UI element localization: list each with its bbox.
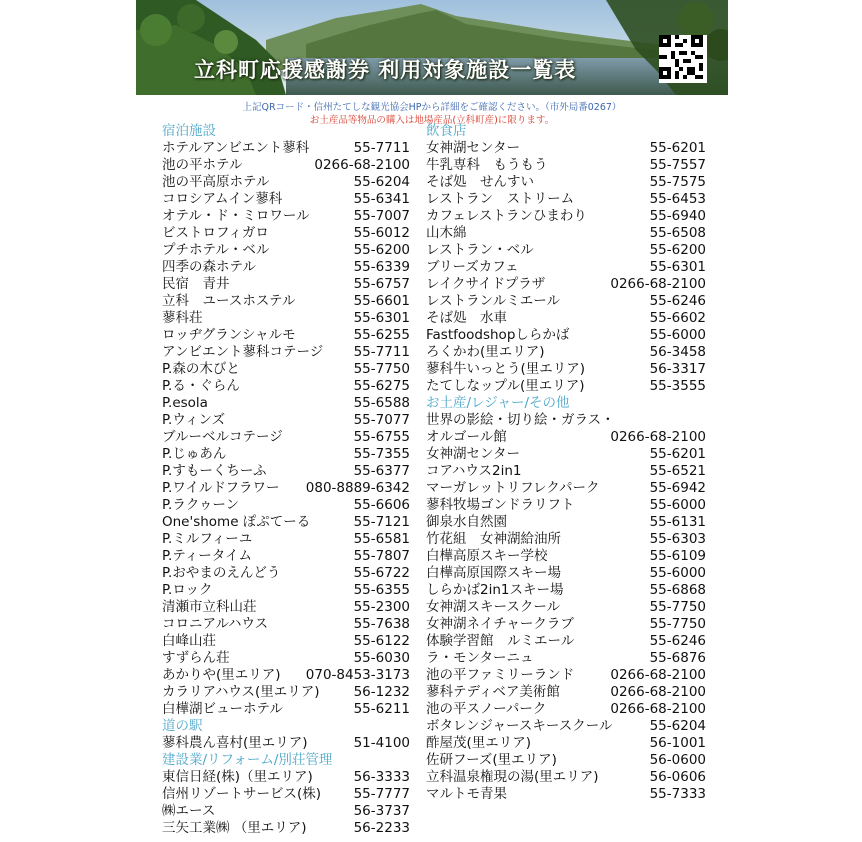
facility-phone: 55-7007: [353, 208, 410, 224]
facility-phone: 55-6000: [649, 497, 706, 513]
facility-row: [162, 667, 412, 684]
facility-row: [426, 276, 706, 293]
facility-phone: 0266-68-2100: [610, 684, 706, 700]
facility-phone: 55-6341: [353, 191, 410, 207]
facility-name: 蓼科牛いっとう(里エリア): [426, 361, 586, 377]
facility-row: [426, 735, 706, 752]
facility-name: ラ・モンターニュ: [426, 650, 534, 666]
facility-row: [426, 225, 706, 242]
facility-name: 立科 ユースホステル: [162, 293, 296, 309]
facility-phone: 55-6012: [353, 225, 410, 241]
facility-name: マーガレットリフレクパーク: [426, 480, 600, 496]
facility-row: [426, 531, 706, 548]
facility-name: 牛乳専科 もうもう: [426, 157, 548, 173]
facility-name: 世界の影絵・切り絵・ガラス・: [426, 412, 615, 428]
facility-phone: 55-6000: [649, 565, 706, 581]
facility-name: アンビエント蓼科コテージ: [162, 344, 324, 360]
facility-row: [162, 684, 412, 701]
facility-phone: 55-6868: [649, 582, 706, 598]
facility-row: [426, 259, 706, 276]
facility-phone: 55-6453: [649, 191, 706, 207]
facility-name: 立科温泉権現の湯(里エリア): [426, 769, 599, 785]
facility-phone: 55-6204: [649, 718, 706, 734]
facility-row: [426, 769, 706, 786]
facility-row: [426, 548, 706, 565]
facility-row: [426, 565, 706, 582]
facility-phone: 55-6122: [353, 633, 410, 649]
facility-name: ホテルアンビエント蓼科: [162, 140, 310, 156]
facility-row: [426, 327, 706, 344]
facility-row: [162, 174, 412, 191]
facility-row: [162, 599, 412, 616]
facility-phone: 0266-68-2100: [314, 157, 410, 173]
facility-name: 池の平スノーパーク: [426, 701, 547, 717]
facility-phone: 56-3458: [649, 344, 706, 360]
facility-phone: 55-6757: [353, 276, 410, 292]
facility-name: 山木綿: [426, 225, 467, 241]
facility-phone: 55-7638: [353, 616, 410, 632]
facility-phone: 55-6200: [353, 242, 410, 258]
facility-phone: 55-6601: [353, 293, 410, 309]
facility-row: [426, 412, 706, 429]
facility-name: P.ミルフィーユ: [162, 531, 253, 547]
facility-name: レストラン ストリーム: [426, 191, 575, 207]
flyer-sheet: [136, 0, 728, 842]
facility-phone: 56-2233: [353, 820, 410, 836]
facility-row: [162, 242, 412, 259]
facility-row: [162, 769, 412, 786]
facility-phone: 0266-68-2100: [610, 276, 706, 292]
facility-phone: 56-1001: [649, 735, 706, 751]
facility-name: すずらん荘: [162, 650, 230, 666]
facility-phone: 56-3317: [649, 361, 706, 377]
facility-phone: 55-7750: [649, 616, 706, 632]
facility-row: [426, 310, 706, 327]
facility-name: P.すもーくちーふ: [162, 463, 267, 479]
facility-phone: 55-6940: [649, 208, 706, 224]
facility-row: [426, 752, 706, 769]
facility-phone: 55-6303: [649, 531, 706, 547]
facility-phone: 55-6246: [649, 293, 706, 309]
facility-name: 東信日経(株)（里エリア): [162, 769, 313, 785]
facility-row: [162, 276, 412, 293]
facility-phone: 55-7711: [353, 344, 410, 360]
facility-row: [426, 650, 706, 667]
facility-name: プチホテル・ベル: [162, 242, 270, 258]
facility-name: レイクサイドプラザ: [426, 276, 546, 292]
facility-name: 四季の森ホテル: [162, 259, 256, 275]
facility-row: [426, 429, 706, 446]
facility-row: [426, 480, 706, 497]
right-column: [426, 123, 706, 803]
facility-name: コロニアルハウス: [162, 616, 269, 632]
facility-name: P.じゅあん: [162, 446, 227, 462]
facility-row: [162, 327, 412, 344]
facility-name: P.ラクゥーン: [162, 497, 240, 513]
facility-phone: 55-7557: [649, 157, 706, 173]
facility-name: マルトモ青果: [426, 786, 507, 802]
facility-phone: 55-6030: [353, 650, 410, 666]
facility-name: 池の平ホテル: [162, 157, 243, 173]
info-note: 上記QRコード・信州たてしな観光協会HPから詳細をご確認ください。（市外局番0267）: [242, 102, 622, 113]
facility-row: [426, 378, 706, 395]
facility-phone: 55-7711: [353, 140, 410, 156]
facility-row: [162, 616, 412, 633]
facility-phone: 070-8453-3173: [305, 667, 410, 683]
right-section-heading: 飲食店: [426, 123, 467, 139]
facility-name: 竹花組 女神湖給油所: [426, 531, 561, 547]
facility-row: [162, 361, 412, 378]
facility-name: 信州リゾートサービス(株): [162, 786, 322, 802]
facility-phone: 55-7777: [353, 786, 410, 802]
facility-name: ロッヂグランシャルモ: [162, 327, 296, 343]
facility-row: [426, 718, 706, 735]
facility-name: カフェレストランひまわり: [426, 208, 587, 224]
facility-row: [162, 157, 412, 174]
facility-name: ㈱エース: [162, 803, 216, 819]
facility-phone: 55-7333: [649, 786, 706, 802]
facility-name: 蓼科牧場ゴンドラリフト: [426, 497, 575, 513]
facility-row: [162, 140, 412, 157]
facility-phone: 55-6000: [649, 327, 706, 343]
facility-name: そば処 せんすい: [426, 174, 534, 190]
facility-phone: 0266-68-2100: [610, 701, 706, 717]
facility-phone: 55-6200: [649, 242, 706, 258]
facility-name: オテル・ド・ミロワール: [162, 208, 310, 224]
facility-phone: 0266-68-2100: [610, 429, 706, 445]
facility-name: Fastfoodshopしらかば: [426, 327, 570, 343]
facility-name: 白樺湖ビューホテル: [162, 701, 283, 717]
facility-phone: 55-6339: [353, 259, 410, 275]
facility-name: レストラン・ベル: [426, 242, 534, 258]
facility-row: [426, 497, 706, 514]
facility-row: [162, 735, 412, 752]
facility-row: [162, 446, 412, 463]
facility-phone: 55-3555: [649, 378, 706, 394]
facility-phone: 56-3333: [353, 769, 410, 785]
facility-name: 三矢工業㈱ （里エリア): [162, 820, 307, 836]
facility-name: レストランルミエール: [426, 293, 560, 309]
facility-row: [162, 412, 412, 429]
warning-note: お土産品等物品の購入は地場産品(立科町産)に限ります。: [309, 115, 555, 126]
facility-phone: 55-6201: [649, 446, 706, 462]
facility-phone: 55-6255: [353, 327, 410, 343]
facility-phone: 55-7121: [353, 514, 410, 530]
facility-row: [162, 701, 412, 718]
facility-row: [426, 701, 706, 718]
facility-phone: 55-6109: [649, 548, 706, 564]
facility-name: P.る・ぐらん: [162, 378, 240, 394]
facility-row: [162, 259, 412, 276]
facility-name: そば処 水車: [426, 310, 507, 326]
facility-phone: 55-7750: [649, 599, 706, 615]
facility-name: One'shome ぽぷてーる: [162, 514, 311, 530]
facility-phone: 55-6201: [649, 140, 706, 156]
facility-row: [162, 344, 412, 361]
facility-name: P.ウィンズ: [162, 412, 226, 428]
facility-name: 体験学習館 ルミエール: [426, 633, 575, 649]
facility-row: [426, 191, 706, 208]
facility-phone: 55-6755: [353, 429, 410, 445]
left-section-heading: 道の駅: [162, 718, 203, 734]
facility-phone: 55-7750: [353, 361, 410, 377]
facility-row: [426, 242, 706, 259]
facility-phone: 55-6606: [353, 497, 410, 513]
facility-row: [426, 157, 706, 174]
facility-phone: 55-6581: [353, 531, 410, 547]
facility-phone: 0266-68-2100: [610, 667, 706, 683]
facility-phone: 55-7807: [353, 548, 410, 564]
facility-name: あかりや(里エリア): [162, 667, 281, 683]
facility-phone: 55-6204: [353, 174, 410, 190]
facility-row: [162, 514, 412, 531]
facility-name: カラリアハウス(里エリア): [162, 684, 320, 700]
facility-phone: 55-6942: [649, 480, 706, 496]
facility-name: 蓼科テディベア美術館: [426, 684, 560, 700]
facility-name: ビストロフィガロ: [162, 225, 269, 241]
facility-row: [162, 786, 412, 803]
left-section-heading: 建設業/リフォーム/別荘管理: [162, 752, 333, 768]
facility-phone: 56-1232: [353, 684, 410, 700]
facility-row: [426, 140, 706, 157]
facility-name: 酢屋茂(里エリア): [426, 735, 532, 751]
facility-phone: 55-6521: [649, 463, 706, 479]
facility-row: [426, 463, 706, 480]
facility-row: [426, 684, 706, 701]
facility-name: 池の平ファミリーランド: [426, 667, 575, 683]
facility-name: コアハウス2in1: [426, 463, 522, 479]
facility-phone: 55-6355: [353, 582, 410, 598]
facility-phone: 55-6301: [353, 310, 410, 326]
facility-name: 女神湖スキースクール: [426, 599, 561, 615]
facility-row: [162, 582, 412, 599]
facility-name: たてしなップル(里エリア): [426, 378, 585, 394]
facility-row: [162, 293, 412, 310]
facility-phone: 080-8889-6342: [305, 480, 410, 496]
facility-row: [162, 548, 412, 565]
facility-phone: 56-0606: [649, 769, 706, 785]
facility-row: [426, 616, 706, 633]
facility-row: [162, 208, 412, 225]
facility-row: [426, 344, 706, 361]
facility-row: [426, 446, 706, 463]
facility-row: [162, 463, 412, 480]
left-column: [162, 123, 412, 837]
facility-row: [426, 208, 706, 225]
facility-row: [162, 565, 412, 582]
facility-row: [162, 497, 412, 514]
facility-row: [162, 429, 412, 446]
facility-phone: 56-0600: [649, 752, 706, 768]
facility-phone: 55-6131: [649, 514, 706, 530]
facility-row: [426, 582, 706, 599]
facility-phone: 55-6211: [353, 701, 410, 717]
facility-phone: 55-7077: [353, 412, 410, 428]
facility-row: [162, 310, 412, 327]
facility-name: 民宿 青井: [162, 276, 230, 292]
facility-row: [426, 174, 706, 191]
facility-row: [162, 225, 412, 242]
facility-phone: 55-2300: [353, 599, 410, 615]
facility-phone: 56-3737: [353, 803, 410, 819]
facility-name: ボタレンジャースキースクール: [426, 718, 613, 734]
facility-name: P.ワイルドフラワー: [162, 480, 280, 496]
facility-row: [162, 820, 412, 837]
facility-name: 女神湖センター: [426, 446, 520, 462]
facility-row: [426, 633, 706, 650]
facility-row: [162, 531, 412, 548]
facility-name: 白樺高原国際スキー場: [426, 565, 561, 581]
facility-phone: 55-6588: [353, 395, 410, 411]
facility-name: P.ロック: [162, 582, 213, 598]
facility-name: 御泉水自然園: [426, 514, 507, 530]
facility-name: P.ティータイム: [162, 548, 252, 564]
facility-phone: 51-4100: [353, 735, 410, 751]
qr-code-icon: [659, 35, 707, 83]
facility-name: P.おやまのえんどう: [162, 565, 281, 581]
right-section-heading: お土産/レジャー/その他: [426, 395, 570, 411]
facility-row: [426, 667, 706, 684]
facility-row: [162, 378, 412, 395]
facility-name: P.esola: [162, 395, 208, 411]
facility-name: 蓼科農ん喜村(里エリア): [162, 735, 308, 751]
facility-name: 白樺高原スキー学校: [426, 548, 548, 564]
facility-row: [162, 650, 412, 667]
facility-row: [426, 786, 706, 803]
facility-name: コロシアムイン蓼科: [162, 191, 283, 207]
facility-name: 女神湖ネイチャークラブ: [426, 616, 574, 632]
facility-name: ブルーベルコテージ: [162, 429, 283, 445]
header-banner: [136, 0, 728, 95]
facility-phone: 55-6301: [649, 259, 706, 275]
facility-row: [162, 803, 412, 820]
page-title: 立科町応援感謝券 利用対象施設一覧表: [194, 58, 577, 82]
facility-phone: 55-6722: [353, 565, 410, 581]
facility-row: [426, 599, 706, 616]
facility-name: 白峰山荘: [162, 633, 216, 649]
facility-row: [426, 514, 706, 531]
facility-phone: 55-6275: [353, 378, 410, 394]
facility-name: 佐研フーズ(里エリア): [426, 752, 557, 768]
left-section-heading: 宿泊施設: [162, 123, 216, 139]
facility-name: P.森の木びと: [162, 361, 240, 377]
facility-name: ろくかわ(里エリア): [426, 344, 545, 360]
facility-name: しらかば2in1スキー場: [426, 582, 564, 598]
facility-name: 女神湖センター: [426, 140, 520, 156]
facility-row: [162, 191, 412, 208]
facility-row: [426, 293, 706, 310]
facility-phone: 55-6602: [649, 310, 706, 326]
facility-row: [162, 480, 412, 497]
facility-name: 清瀬市立科山荘: [162, 599, 257, 615]
facility-phone: 55-6377: [353, 463, 410, 479]
facility-phone: 55-7355: [353, 446, 410, 462]
facility-phone: 55-6876: [649, 650, 706, 666]
facility-row: [426, 361, 706, 378]
facility-name: ブリーズカフェ: [426, 259, 519, 275]
facility-name: 蓼科荘: [162, 310, 203, 326]
facility-name: オルゴール館: [426, 429, 507, 445]
facility-row: [162, 633, 412, 650]
facility-phone: 55-7575: [649, 174, 706, 190]
facility-phone: 55-6508: [649, 225, 706, 241]
facility-phone: 55-6246: [649, 633, 706, 649]
facility-row: [162, 395, 412, 412]
facility-name: 池の平高原ホテル: [162, 174, 270, 190]
